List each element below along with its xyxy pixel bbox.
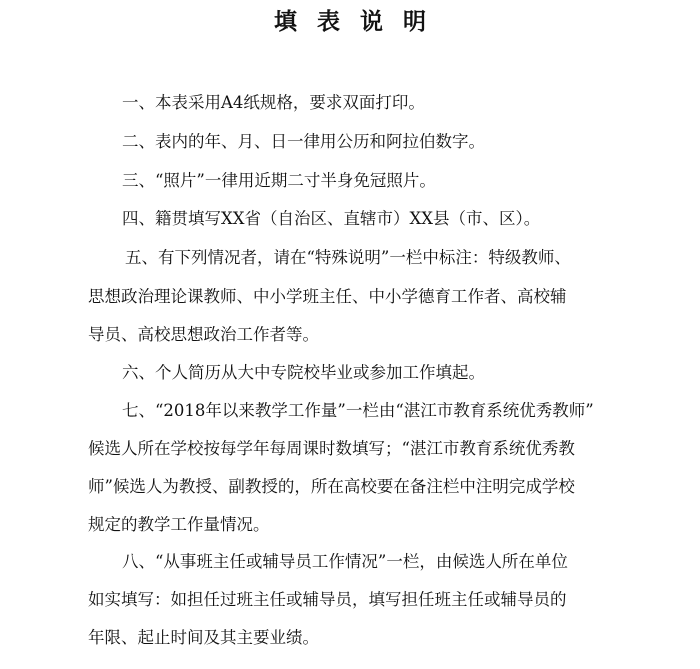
item-4-line-1: 四、籍贯填写XX省（自治区、直辖市）XX县（市、区）。 [122,209,541,228]
item-8-line-2: 如实填写：如担任过班主任或辅导员，填写担任班主任或辅导员的 [88,590,567,609]
item-8-line-3: 年限、起止时间及其主要业绩。 [88,628,319,647]
item-7-line-3: 师”候选人为教授、副教授的，所在高校要在备注栏中注明完成学校 [88,477,575,496]
item-5-line-3: 导员、高校思想政治工作者等。 [88,325,319,344]
item-7-line-4: 规定的教学工作量情况。 [88,515,270,534]
page-title: 填表说明 [274,8,446,35]
item-7-line-1: 七、“2018年以来教学工作量”一栏由“湛江市教育系统优秀教师” [122,401,594,420]
item-1-line-1: 一、本表采用A4纸规格，要求双面打印。 [122,93,425,112]
item-3-line-1: 三、“照片”一律用近期二寸半身免冠照片。 [122,171,436,190]
item-7-line-2: 候选人所在学校按每学年每周课时数填写；“湛江市教育系统优秀教 [88,439,575,458]
item-8-line-1: 八、“从事班主任或辅导员工作情况”一栏，由候选人所在单位 [122,552,568,571]
item-2-line-1: 二、表内的年、月、日一律用公历和阿拉伯数字。 [122,132,485,151]
item-5-line-1: 五、有下列情况者，请在“特殊说明”一栏中标注：特级教师、 [125,248,571,267]
item-5-line-2: 思想政治理论课教师、中小学班主任、中小学德育工作者、高校辅 [88,287,567,306]
item-6-line-1: 六、个人简历从大中专院校毕业或参加工作填起。 [122,363,485,382]
